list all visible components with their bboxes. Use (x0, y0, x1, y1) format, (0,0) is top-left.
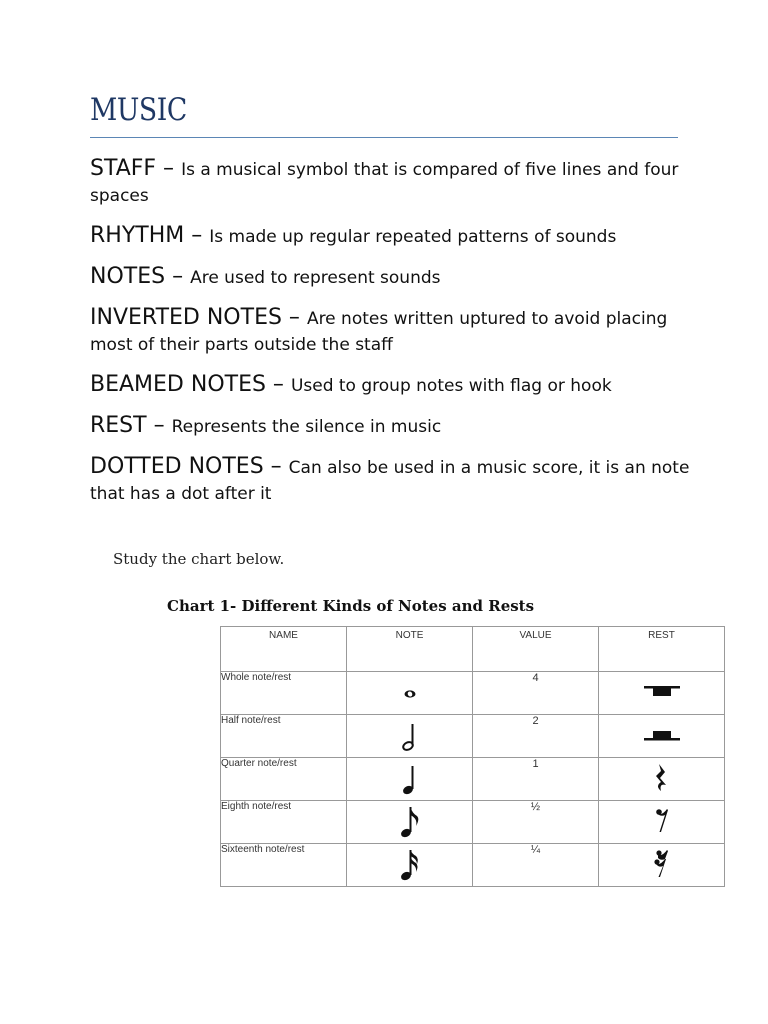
table-row (221, 672, 725, 715)
note-name-cell: Sixteenth note/rest (221, 844, 347, 887)
note-symbol-cell (347, 758, 473, 801)
note-value-cell: 1 (473, 758, 599, 801)
study-instruction: Study the chart below. (113, 550, 285, 568)
sixteenth-rest-icon (637, 844, 687, 884)
definitions-list (90, 156, 690, 521)
table-row (221, 844, 725, 887)
definition-term: DOTTED NOTES (90, 454, 264, 479)
definition-term: NOTES (90, 264, 166, 289)
column-header-name: NAME (221, 627, 347, 672)
rest-symbol-cell (599, 758, 725, 801)
eighth-note-icon (395, 801, 425, 841)
notes-rests-table (220, 626, 725, 887)
note-symbol-cell (347, 801, 473, 844)
half-rest-icon (637, 715, 687, 755)
definition-text: Is a musical symbol that is compared of five lines and four spaces (90, 160, 679, 206)
definition-term: RHYTHM (90, 223, 185, 248)
eighth-rest-icon (637, 801, 687, 841)
note-symbol-cell (347, 715, 473, 758)
definition-separator: – (265, 372, 291, 397)
half-note-icon (395, 715, 425, 755)
note-symbol-cell (347, 844, 473, 887)
definition-separator: – (281, 305, 307, 330)
note-value-cell: ¼ (473, 844, 599, 887)
definition-text: Represents the silence in music (171, 417, 442, 437)
definition-notes (90, 264, 690, 291)
title-divider (90, 137, 678, 138)
column-header-rest: REST (599, 627, 725, 672)
rest-symbol-cell (599, 801, 725, 844)
definition-separator: – (263, 454, 289, 479)
chart-title: Chart 1- Different Kinds of Notes and Rests (167, 597, 535, 615)
rest-symbol-cell (599, 844, 725, 887)
rest-symbol-cell (599, 715, 725, 758)
definition-term: REST (90, 413, 147, 438)
note-name-cell: Quarter note/rest (221, 758, 347, 801)
definition-text: Are notes written uptured to avoid placing most of their parts outside the staff (90, 309, 668, 355)
definition-term: STAFF (90, 156, 157, 181)
note-value-cell: ½ (473, 801, 599, 844)
definition-text: Can also be used in a music score, it is an note that has a dot after it (90, 458, 690, 504)
quarter-rest-icon (637, 758, 687, 798)
whole-note-icon (395, 672, 425, 712)
definition-separator: – (156, 156, 182, 181)
table-row (221, 715, 725, 758)
column-header-value: VALUE (473, 627, 599, 672)
definition-rhythm (90, 223, 690, 250)
definition-dotted-notes (90, 454, 690, 507)
note-symbol-cell (347, 672, 473, 715)
definition-separator: – (146, 413, 172, 438)
definition-text: Used to group notes with flag or hook (290, 376, 612, 396)
definition-text: Is made up regular repeated patterns of sounds (209, 227, 617, 247)
definition-text: Are used to represent sounds (190, 268, 441, 288)
column-header-note: NOTE (347, 627, 473, 672)
note-name-cell: Whole note/rest (221, 672, 347, 715)
sixteenth-note-icon (395, 844, 425, 884)
quarter-note-icon (395, 758, 425, 798)
rest-symbol-cell (599, 672, 725, 715)
table-row (221, 758, 725, 801)
table-header-row (221, 627, 725, 672)
page-title: MUSIC (90, 92, 187, 128)
note-name-cell: Half note/rest (221, 715, 347, 758)
note-value-cell: 2 (473, 715, 599, 758)
definition-staff (90, 156, 690, 209)
whole-rest-icon (637, 672, 687, 712)
definition-term: INVERTED NOTES (90, 305, 282, 330)
note-value-cell: 4 (473, 672, 599, 715)
note-name-cell: Eighth note/rest (221, 801, 347, 844)
definition-beamed-notes (90, 372, 690, 399)
definition-separator: – (165, 264, 191, 289)
definition-separator: – (184, 223, 210, 248)
definition-term: BEAMED NOTES (90, 372, 266, 397)
table-row (221, 801, 725, 844)
definition-inverted-notes (90, 305, 690, 358)
definition-rest (90, 413, 690, 440)
